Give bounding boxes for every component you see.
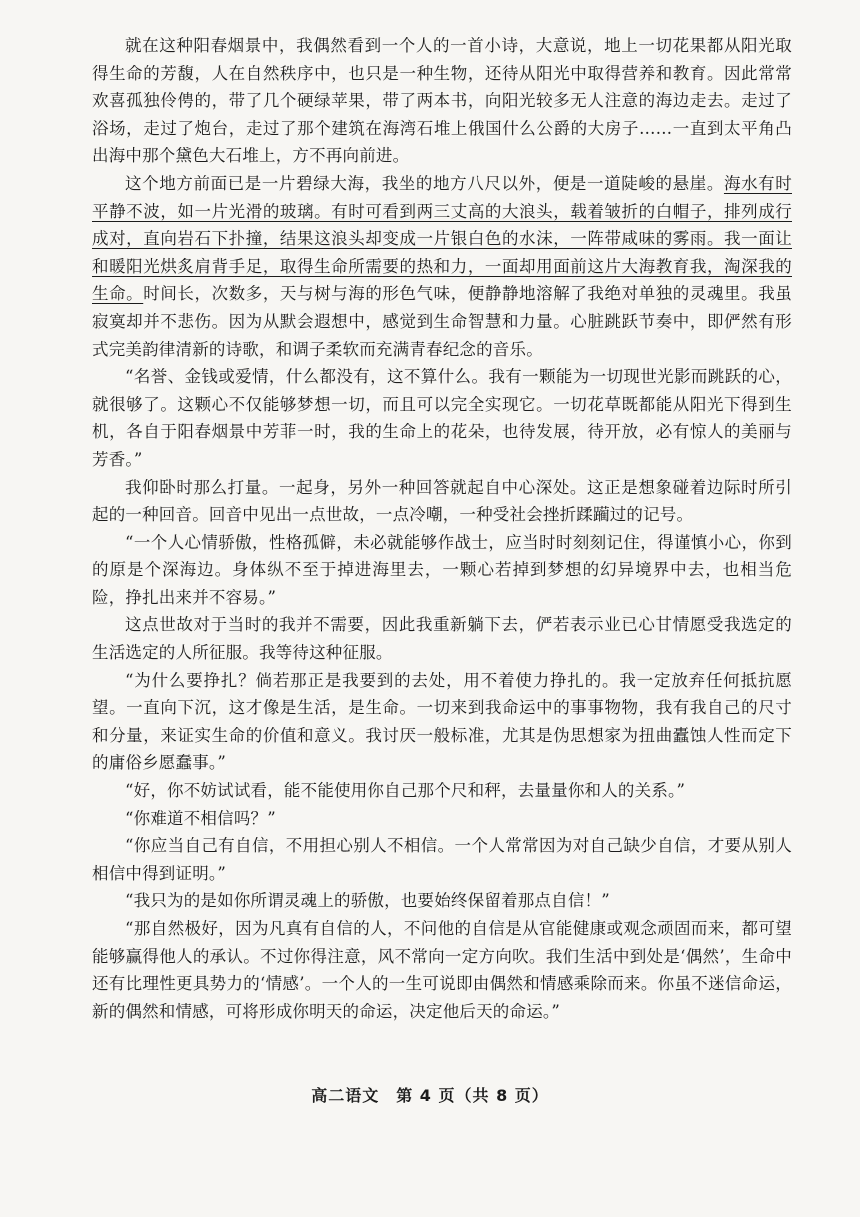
- paragraph-5: “一个人心情骄傲，性格孤僻，未必就能够作战士，应当时时刻刻记住，得谨慎小心，你到的原是个深海边。身体纵不至于掉进海里去，一颗心若掉到梦想的幻异境界中去，也相当危险，挣扎出来并不容易。”: [92, 532, 792, 607]
- reading-passage: [92, 32, 792, 1025]
- paragraph-9: “你难道不相信吗？”: [125, 808, 276, 828]
- paragraph-2: [92, 170, 792, 363]
- paragraph-6: 这点世故对于当时的我并不需要，因此我重新躺下去，俨若表示业已心甘情愿受我选定的生活选定的人所征服。我等待这种征服。: [92, 615, 792, 663]
- paragraph-3: “名誉、金钱或爱情，什么都没有，这不算什么。我有一颗能为一切现世光影而跳跃的心，就很够了。这颗心不仅能够梦想一切，而且可以完全实现它。一切花草既都能从阳光下得到生机，各自于阳春烟景中芳菲一时，我的生命上的花朵，也待发展，待开放，必有惊人的美丽与芳香。”: [92, 367, 792, 469]
- paragraph-12: “那自然极好，因为凡真有自信的人，不问他的自信是从官能健康或观念顽固而来，都可望能够赢得他人的承认。不过你得注意，风不常向一定方向吹。我们生活中到处是‘偶然’，生命中还有比理性更具势力的‘情感’。一个人的一生可说即由偶然和情感乘除而来。你虽不迷信命运，新的偶然和情感，可将形成你明天的命运，决定他后天的命运。”: [92, 919, 792, 1021]
- paragraph-2-intro: 这个地方前面已是一片碧绿大海，我坐的地方八尺以外，便是一道陡峻的悬崖。: [125, 173, 724, 193]
- paragraph-2-rest: 时间长，次数多，天与树与海的形色气味，便静静地溶解了我绝对单独的灵魂里。我虽寂寞却并不悲伤。因为从默会遐想中，感觉到生命智慧和力量。心脏跳跃节奏中，即俨然有形式完美韵律清新的诗歌，和调子柔软而充满青春纪念的音乐。: [92, 284, 792, 359]
- paragraph-4: 我仰卧时那么打量。一起身，另外一种回答就起自中心深处。这正是想象碰着边际时所引起的一种回音。回音中见出一点世故，一点冷嘲，一种受社会挫折蹂躏过的记号。: [92, 477, 792, 525]
- paragraph-10: “你应当自己有自信，不用担心别人不相信。一个人常常因为对自己缺少自信，才要从别人相信中得到证明。”: [92, 836, 792, 883]
- underlined-sentence: 海水有时平静不波，如一片光滑的玻璃。有时可看到两三丈高的大浪头，载着皱折的白帽子，排列成行成对，直向岩石下扑撞，结果这浪头却变成一片银白色的水沫，一阵带咸味的雾雨。我一面让和暖阳光烘炙肩背手足，取得生命所需要的热和力，一面却用面前这片大海教育我，淘深我的生命。: [92, 173, 792, 304]
- paragraph-1: 就在这种阳春烟景中，我偶然看到一个人的一首小诗，大意说，地上一切花果都从阳光取得生命的芳馥，人在自然秩序中，也只是一种生物，还待从阳光中取得营养和教育。因此常常欢喜孤独伶俜的，带了几个硬绿苹果，带了两本书，向阳光较多无人注意的海边走去。走过了浴场，走过了炮台，走过了那个建筑在海湾石堆上俄国什么公爵的大房子……一直到太平角凸出海中那个黛色大石堆上，方不再向前进。: [92, 36, 792, 166]
- paragraph-8: “好，你不妨试试看，能不能使用你自己那个尺和秤，去量量你和人的关系。”: [125, 781, 686, 801]
- paragraph-11: “我只为的是如你所谓灵魂上的骄傲，也要始终保留着那点自信！”: [125, 891, 610, 911]
- paragraph-7: “为什么要挣扎？倘若那正是我要到的去处，用不着使力挣扎的。我一定放弃任何抵抗愿望。一直向下沉，这才像是生活，是生命。一切来到我命运中的事事物物，我有我自己的尺寸和分量，来证实生命的价值和意义。我讨厌一般标准，尤其是伪思想家为扭曲蠹蚀人性而定下的庸俗乡愿蠢事。”: [92, 670, 792, 773]
- page-footer: 高二语文 第 4 页（共 8 页）: [311, 1086, 549, 1105]
